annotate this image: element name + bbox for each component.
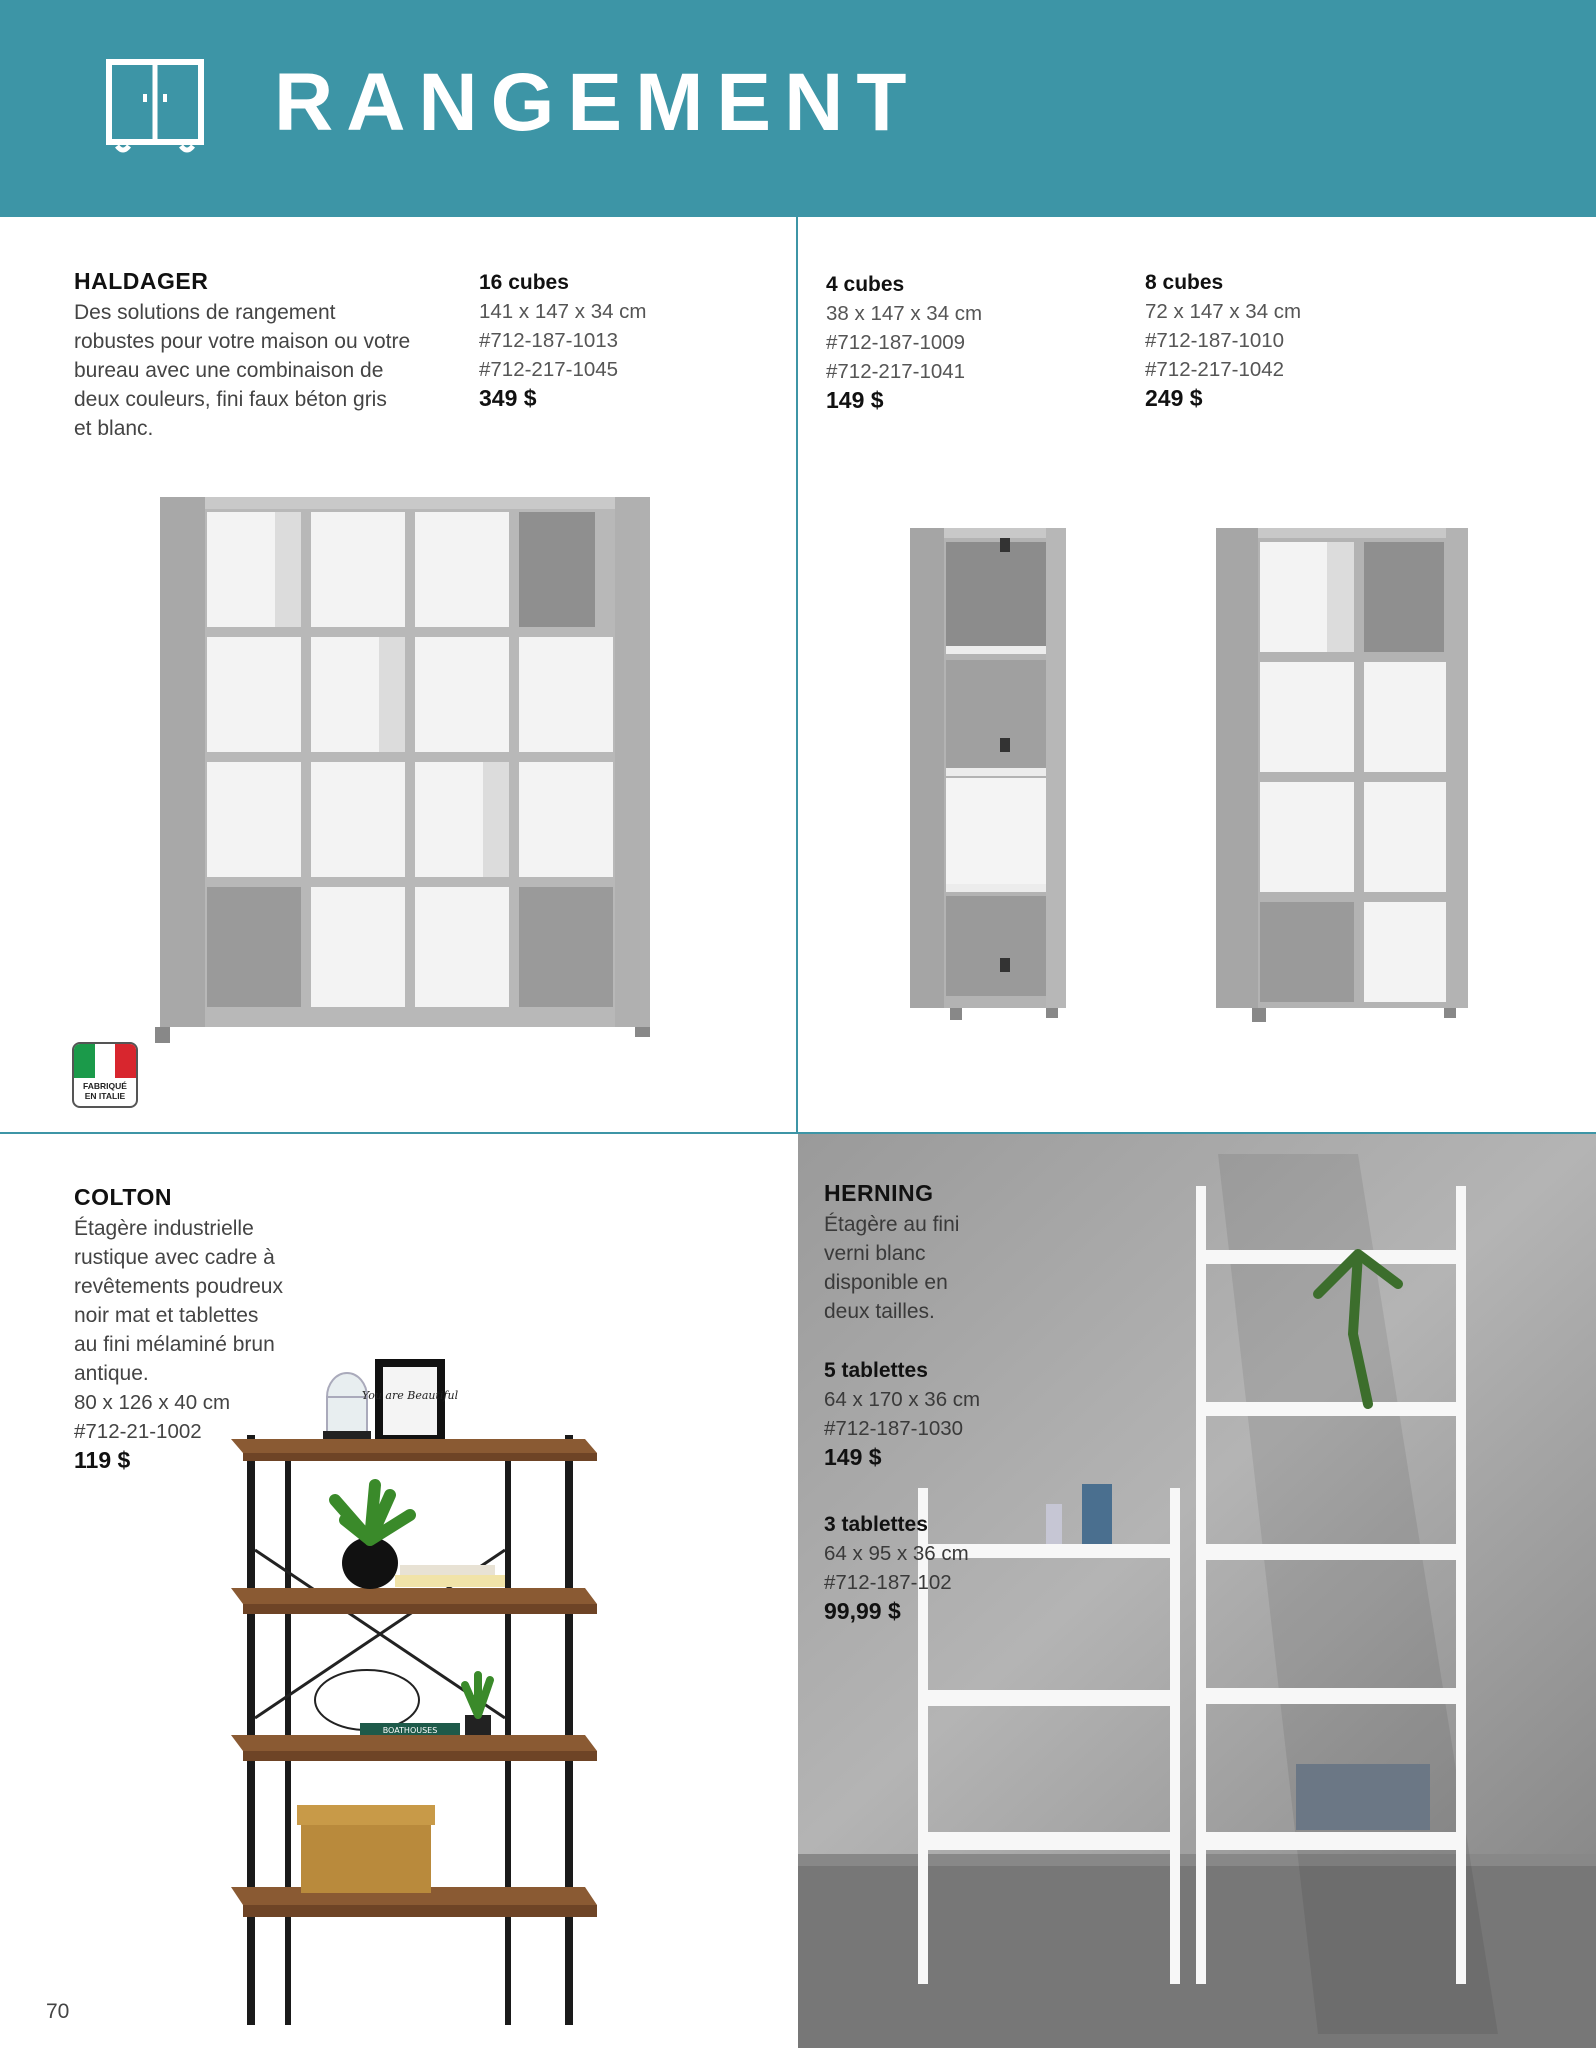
variant-label: 16 cubes <box>479 271 569 294</box>
variant-label: 5 tablettes <box>824 1359 928 1382</box>
variant-3-tablettes <box>824 1510 969 1626</box>
variant-sku: #712-217-1042 <box>1145 358 1285 381</box>
variant-dims: 64 x 95 x 36 cm <box>824 1542 969 1565</box>
badge-line: FABRIQUÉ <box>83 1081 127 1091</box>
variant-sku: #712-187-1010 <box>1145 329 1285 352</box>
desc-line: revêtements poudreux <box>74 1275 283 1298</box>
shelf-8-cubes-image <box>1212 524 1472 1028</box>
desc-line: bureau avec une combinaison de <box>74 359 384 382</box>
desc-line: robustes pour votre maison ou votre <box>74 330 411 353</box>
variant-price: 349 $ <box>479 385 537 411</box>
desc-line: disponible en <box>824 1271 948 1294</box>
desc-line: deux couleurs, fini faux béton gris <box>74 388 387 411</box>
shelf-16-cubes-image <box>155 492 655 1062</box>
variant-dims: 64 x 170 x 36 cm <box>824 1388 981 1411</box>
herning-description <box>824 1210 1024 1326</box>
variant-dims: 38 x 147 x 34 cm <box>826 302 983 325</box>
haldager-description <box>74 298 434 443</box>
herning-name: HERNING <box>824 1180 934 1206</box>
desc-line: Des solutions de rangement <box>74 301 336 324</box>
desc-line: deux tailles. <box>824 1300 935 1323</box>
badge-line: EN ITALIE <box>84 1091 126 1101</box>
variant-sku: #712-187-102 <box>824 1571 952 1594</box>
variant-dims: 72 x 147 x 34 cm <box>1145 300 1302 323</box>
variant-sku: #712-187-1013 <box>479 329 619 352</box>
page-number: 70 <box>46 2000 70 2023</box>
variant-label: 4 cubes <box>826 273 905 296</box>
desc-line: rustique avec cadre à <box>74 1246 275 1269</box>
desc-line: noir mat et tablettes <box>74 1304 259 1327</box>
book-text: BOATHOUSES <box>382 1726 438 1735</box>
desc-line: Étagère au fini <box>824 1213 960 1236</box>
italy-flag-icon <box>74 1044 136 1078</box>
variant-4-cubes <box>826 270 982 415</box>
variant-5-tablettes <box>824 1356 980 1472</box>
haldager-name: HALDAGER <box>74 268 209 294</box>
variant-price: 99,99 $ <box>824 1598 901 1624</box>
variant-label: 3 tablettes <box>824 1513 928 1536</box>
variant-price: 149 $ <box>824 1444 882 1470</box>
variant-dims: 141 x 147 x 34 cm <box>479 300 647 323</box>
cabinet-icon <box>105 58 205 158</box>
variant-sku: #712-187-1030 <box>824 1417 964 1440</box>
shelf-4-cubes-image <box>906 524 1070 1024</box>
divider-vertical <box>796 217 798 1133</box>
variant-sku: #712-217-1045 <box>479 358 619 381</box>
page-title: RANGEMENT <box>274 57 920 148</box>
variant-sku: #712-217-1041 <box>826 360 966 383</box>
colton-dims: 80 x 126 x 40 cm <box>74 1391 231 1414</box>
desc-line: et blanc. <box>74 417 154 440</box>
colton-sku: #712-21-1002 <box>74 1420 202 1443</box>
variant-price: 149 $ <box>826 387 884 413</box>
variant-price: 249 $ <box>1145 385 1203 411</box>
made-in-italy-badge <box>72 1042 138 1108</box>
desc-line: verni blanc <box>824 1242 926 1265</box>
variant-8-cubes <box>1145 268 1301 413</box>
colton-name: COLTON <box>74 1184 172 1210</box>
variant-label: 8 cubes <box>1145 271 1224 294</box>
colton-shelf-image <box>225 1335 605 2035</box>
colton-price: 119 $ <box>74 1447 131 1473</box>
desc-line: antique. <box>74 1362 149 1385</box>
variant-16-cubes <box>479 268 647 413</box>
variant-sku: #712-187-1009 <box>826 331 966 354</box>
desc-line: au fini mélaminé brun <box>74 1333 275 1356</box>
section-header <box>0 0 1596 217</box>
frame-text: You are Beautiful <box>361 1389 459 1402</box>
desc-line: Étagère industrielle <box>74 1217 254 1240</box>
